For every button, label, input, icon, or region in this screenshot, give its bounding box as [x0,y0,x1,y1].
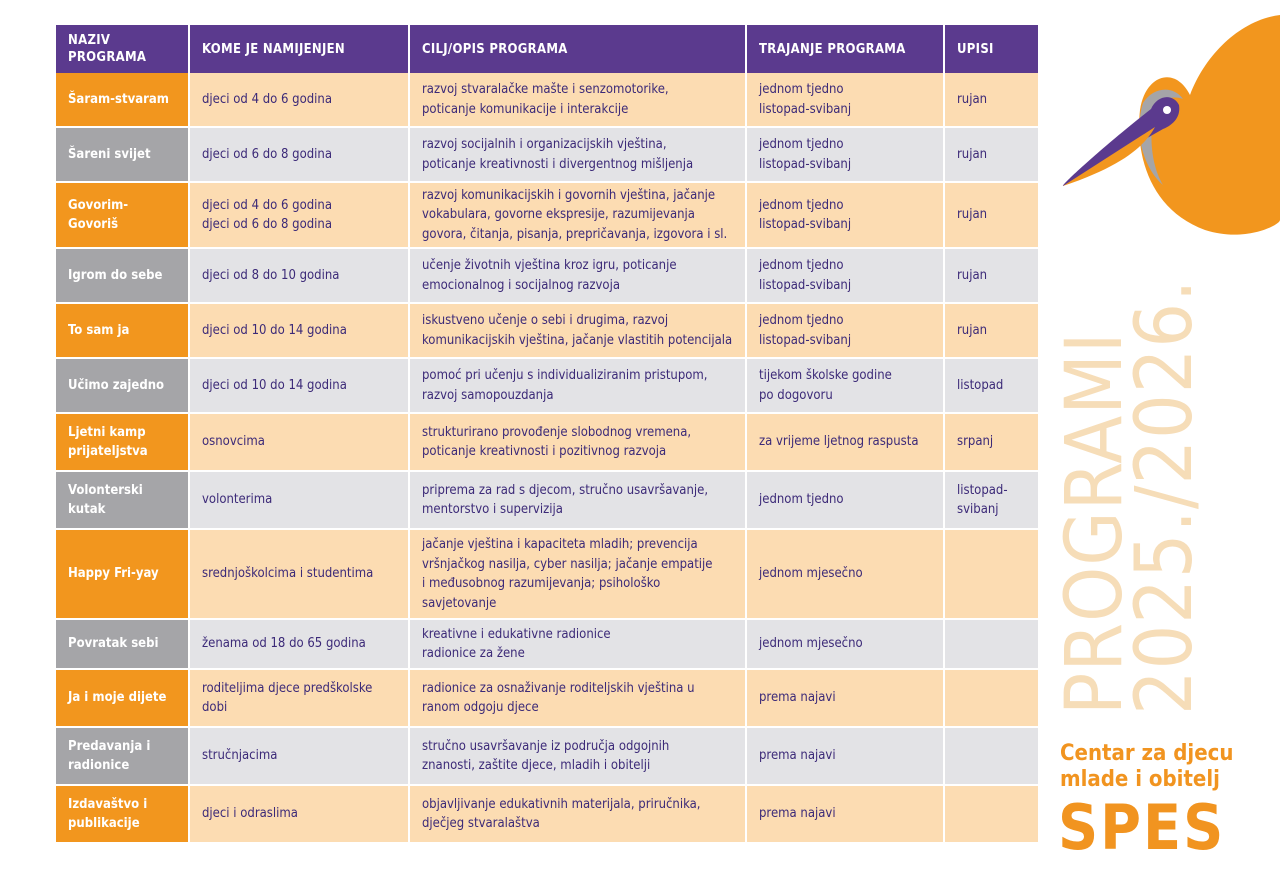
enrollment-cell [945,728,1038,786]
brand-logo-text: SPES [1058,791,1226,864]
target-group-cell: srednjoškolcima i studentima [190,530,410,620]
program-name-cell: Ljetni kamp prijateljstva [56,414,190,472]
table-row [56,128,1038,183]
duration-cell: jednom mjesečno [747,620,945,670]
duration-cell: za vrijeme ljetnog raspusta [747,414,945,472]
enrollment-cell [945,530,1038,620]
table-row [56,472,1038,530]
table-row [56,414,1038,472]
target-group-cell: djeci i odraslima [190,786,410,844]
enrollment-cell: srpanj [945,414,1038,472]
description-cell: priprema za rad s djecom, stručno usavršavanje, mentorstvo i supervizija [410,472,747,530]
vertical-title-line1: PROGRAMI [1050,331,1140,715]
program-name-cell: Izdavaštvo i publikacije [56,786,190,844]
table-row [56,530,1038,620]
description-cell: jačanje vještina i kapaciteta mladih; prevencija vršnjačkog nasilja, cyber nasilja; jačanje empatije i međusobnog razumijevanja; psihološko savjetovanje [410,530,747,620]
enrollment-cell [945,786,1038,844]
header-naziv: NAZIV PROGRAMA [56,25,190,73]
description-cell: kreativne i edukativne radionice radionice za žene [410,620,747,670]
target-group-cell: volonterima [190,472,410,530]
enrollment-cell: rujan [945,73,1038,128]
enrollment-cell: listopad [945,359,1038,414]
duration-cell: jednom mjesečno [747,530,945,620]
program-name-cell: Šareni svijet [56,128,190,183]
target-group-cell: djeci od 10 do 14 godina [190,359,410,414]
table-row [56,670,1038,728]
pelican-logo-icon [1055,15,1280,245]
enrollment-cell: rujan [945,304,1038,359]
description-cell: strukturirano provođenje slobodnog vremena, poticanje kreativnosti i pozitivnog razvoja [410,414,747,472]
duration-cell: jednom tjedno [747,472,945,530]
description-cell: razvoj socijalnih i organizacijskih vještina, poticanje kreativnosti i divergentnog mišljenja [410,128,747,183]
header-opis: CILJ/OPIS PROGRAMA [410,25,747,73]
description-cell: razvoj stvaralačke mašte i senzomotorike, poticanje komunikacije i interakcije [410,73,747,128]
program-name-cell: Happy Fri-yay [56,530,190,620]
enrollment-cell: rujan [945,128,1038,183]
description-cell: učenje životnih vještina kroz igru, poticanje emocionalnog i socijalnog razvoja [410,249,747,304]
duration-cell: prema najavi [747,670,945,728]
target-group-cell: djeci od 4 do 6 godina djeci od 6 do 8 godina [190,183,410,249]
header-trajanje: TRAJANJE PROGRAMA [747,25,945,73]
enrollment-cell [945,620,1038,670]
header-kome: KOME JE NAMIJENJEN [190,25,410,73]
duration-cell: jednom tjedno listopad-svibanj [747,73,945,128]
program-name-cell: Volonterski kutak [56,472,190,530]
program-name-cell: Ja i moje dijete [56,670,190,728]
target-group-cell: djeci od 8 do 10 godina [190,249,410,304]
program-name-cell: Igrom do sebe [56,249,190,304]
org-name-line1: Centar za djecu [1060,741,1234,766]
enrollment-cell: rujan [945,183,1038,249]
vertical-title-line2: 2025./2026. [1120,278,1210,715]
programs-table [56,25,1038,844]
program-name-cell: Predavanja i radionice [56,728,190,786]
table-row [56,620,1038,670]
target-group-cell: djeci od 4 do 6 godina [190,73,410,128]
org-name-line2: mlade i obitelj [1060,767,1220,792]
enrollment-cell: listopad- svibanj [945,472,1038,530]
table-row [56,786,1038,844]
program-name-cell: Govorim-Govoriš [56,183,190,249]
table-row [56,73,1038,128]
program-name-cell: Šaram-stvaram [56,73,190,128]
description-cell: pomoć pri učenju s individualiziranim pristupom, razvoj samopouzdanja [410,359,747,414]
table-row [56,304,1038,359]
enrollment-cell: rujan [945,249,1038,304]
target-group-cell: osnovcima [190,414,410,472]
target-group-cell: ženama od 18 do 65 godina [190,620,410,670]
target-group-cell: djeci od 6 do 8 godina [190,128,410,183]
description-cell: razvoj komunikacijskih i govornih vještina, jačanje vokabulara, govorne ekspresije, razumijevanja govora, čitanja, pisanja, prepričavanja, izgovora i sl. [410,183,747,249]
duration-cell: tijekom školske godine po dogovoru [747,359,945,414]
header-upisi: UPISI [945,25,1038,73]
table-row [56,359,1038,414]
duration-cell: jednom tjedno listopad-svibanj [747,249,945,304]
target-group-cell: djeci od 10 do 14 godina [190,304,410,359]
target-group-cell: roditeljima djece predškolske dobi [190,670,410,728]
duration-cell: prema najavi [747,728,945,786]
program-name-cell: Učimo zajedno [56,359,190,414]
table-row [56,183,1038,249]
description-cell: radionice za osnaživanje roditeljskih vještina u ranom odgoju djece [410,670,747,728]
table-header-row [56,25,1038,73]
duration-cell: prema najavi [747,786,945,844]
table-row [56,728,1038,786]
description-cell: objavljivanje edukativnih materijala, priručnika, dječjeg stvaralaštva [410,786,747,844]
vertical-title [1050,278,1210,715]
target-group-cell: stručnjacima [190,728,410,786]
enrollment-cell [945,670,1038,728]
program-name-cell: Povratak sebi [56,620,190,670]
description-cell: stručno usavršavanje iz područja odgojnih znanosti, zaštite djece, mladih i obitelji [410,728,747,786]
program-name-cell: To sam ja [56,304,190,359]
table-row [56,249,1038,304]
duration-cell: jednom tjedno listopad-svibanj [747,183,945,249]
duration-cell: jednom tjedno listopad-svibanj [747,128,945,183]
description-cell: iskustveno učenje o sebi i drugima, razvoj komunikacijskih vještina, jačanje vlastitih potencijala [410,304,747,359]
duration-cell: jednom tjedno listopad-svibanj [747,304,945,359]
